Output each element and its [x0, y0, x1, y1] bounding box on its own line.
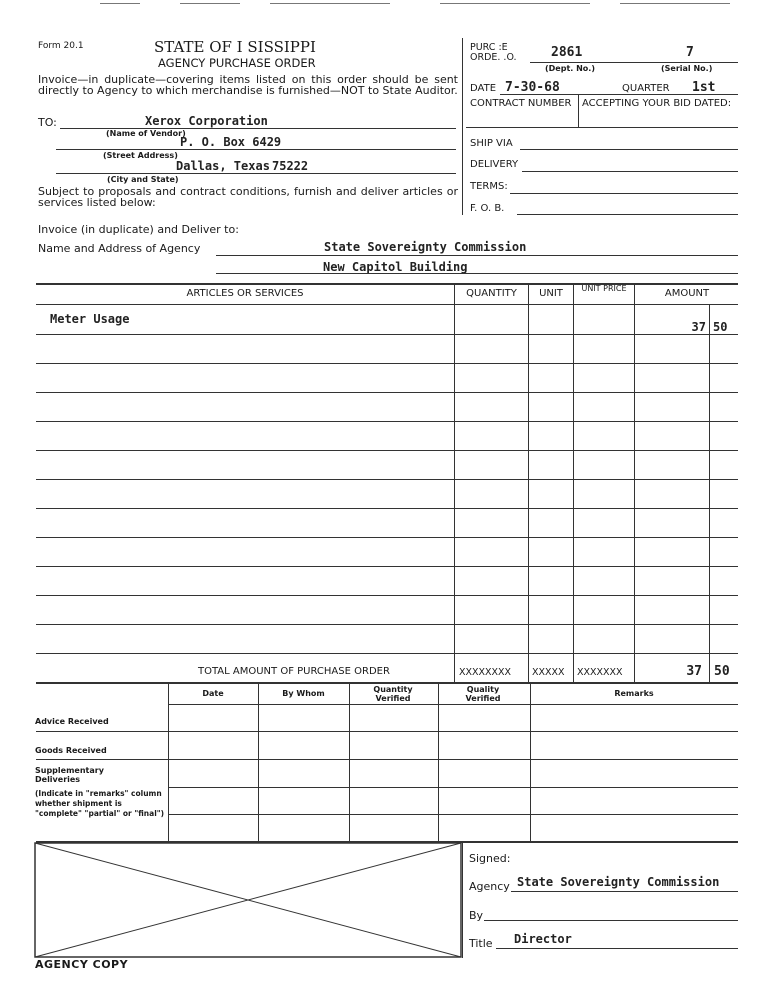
vendor-street-caption: (Street Address)	[103, 151, 178, 160]
col-line	[709, 305, 710, 682]
vendor-street[interactable]: P. O. Box 6429	[180, 135, 282, 149]
terms-label: TERMS:	[470, 181, 508, 192]
agency-name-address-label: Name and Address of Agency	[38, 242, 201, 255]
advice-received-label: Advice Received	[35, 717, 109, 726]
agency-copy-label: AGENCY COPY	[35, 958, 129, 971]
scan-artifact	[620, 3, 730, 4]
receipt-row-line	[168, 814, 738, 815]
deliver-agency-name[interactable]: State Sovereignty Commission	[324, 240, 527, 254]
row-line	[36, 653, 738, 654]
subject-text: Subject to proposals and contract conditions, furnish and deliver articles or services listed below:	[38, 185, 458, 209]
vendor-zip[interactable]: 75222	[272, 159, 309, 173]
scan-artifact	[100, 3, 140, 4]
title-value[interactable]: Director	[514, 932, 572, 946]
receipt-col-line	[258, 683, 259, 841]
serial-number[interactable]: 7	[686, 45, 694, 60]
state-title: STATE OF I SISSIPPI	[154, 38, 316, 56]
receipt-header-date: Date	[202, 689, 224, 698]
total-unit-mask: XXXXX	[532, 667, 565, 678]
agency-address-line	[216, 273, 738, 274]
receipt-header-qty-verified: Quantity Verified	[373, 685, 413, 703]
by-line	[484, 920, 738, 921]
invoice-deliver-label: Invoice (in duplicate) and Deliver to:	[38, 223, 239, 236]
row-line	[36, 624, 738, 625]
receipt-col-line	[530, 683, 531, 841]
signature-agency-value[interactable]: State Sovereignty Commission	[517, 875, 720, 889]
vendor-name[interactable]: Xerox Corporation	[145, 114, 268, 128]
row-line	[36, 392, 738, 393]
item-article[interactable]: Meter Usage	[50, 312, 130, 326]
receipt-header-quality-verified: Quality Verified	[465, 685, 501, 703]
col-header-quantity: QUANTITY	[466, 288, 517, 299]
vendor-city-caption: (City and State)	[107, 175, 179, 184]
invoice-instructions: Invoice—in duplicate—covering items listed on this order should be sent directly to Agency to which merchandise is furnished—NOT to State Auditor.	[38, 73, 458, 97]
receipt-col-line	[438, 683, 439, 841]
fob-line	[517, 214, 738, 215]
po-label-1: PURC :E	[470, 42, 508, 53]
header-divider	[462, 38, 463, 215]
deliver-agency-address[interactable]: New Capitol Building	[323, 260, 468, 274]
ship-via-label: SHIP VIA	[470, 138, 513, 149]
vendor-street-line	[56, 149, 456, 150]
row-line	[36, 450, 738, 451]
title-label: Title	[469, 937, 493, 950]
item-amount-dollars[interactable]: 37	[691, 320, 706, 334]
po-label-2: ORDE. .O.	[470, 52, 517, 63]
items-table-bottom	[36, 682, 738, 684]
delivery-line	[522, 171, 738, 172]
row-line	[36, 479, 738, 480]
title-line	[496, 948, 738, 949]
receipt-row-line	[36, 731, 738, 732]
agency-name-line	[216, 255, 738, 256]
signature-divider	[462, 842, 463, 958]
total-amount-cents[interactable]: 50	[714, 664, 730, 679]
delivery-label: DELIVERY	[470, 159, 519, 170]
accepting-bid-label: ACCEPTING YOUR BID DATED:	[582, 98, 732, 109]
scan-artifact	[440, 3, 590, 4]
contract-divider	[578, 95, 579, 127]
total-price-mask: XXXXXXX	[577, 667, 623, 678]
goods-received-label: Goods Received	[35, 746, 107, 755]
col-header-articles: ARTICLES OR SERVICES	[186, 288, 304, 299]
dept-number[interactable]: 2861	[551, 45, 583, 60]
col-header-unit: UNIT	[539, 288, 563, 299]
form-number: Form 20.1	[38, 41, 84, 51]
total-qty-mask: XXXXXXXX	[459, 667, 512, 678]
receipt-row-line	[168, 787, 738, 788]
date-line	[500, 94, 738, 95]
col-header-unit-price: UNIT PRICE	[581, 284, 627, 293]
col-line	[528, 284, 529, 682]
col-line	[573, 284, 574, 682]
vendor-city-line	[56, 173, 456, 174]
receipt-col-line	[349, 683, 350, 841]
row-line	[36, 566, 738, 567]
contract-number-label: CONTRACT NUMBER	[470, 98, 572, 109]
form-subtitle: AGENCY PURCHASE ORDER	[158, 56, 316, 70]
supplementary-deliveries-label: Supplementary Deliveries	[35, 766, 104, 784]
po-number-line	[530, 62, 738, 63]
serial-no-caption: (Serial No.)	[661, 64, 713, 73]
receipt-col-line	[168, 683, 169, 841]
terms-line	[510, 193, 738, 194]
quarter-label: QUARTER	[622, 83, 670, 94]
signature-agency-label: Agency	[469, 880, 510, 893]
scan-artifact	[180, 3, 240, 4]
receipt-header-by-whom: By Whom	[282, 689, 325, 698]
by-label: By	[469, 909, 484, 922]
remarks-note: (Indicate in "remarks" column whether shipment is "complete" "partial" or "final")	[35, 789, 165, 818]
col-line	[634, 284, 635, 682]
items-table-top	[36, 283, 738, 285]
row-line	[36, 595, 738, 596]
receipt-row-line	[36, 759, 738, 760]
receipt-header-remarks: Remarks	[614, 689, 654, 698]
receipt-row-line	[168, 704, 738, 705]
ship-via-line	[520, 149, 738, 150]
total-amount-dollars[interactable]: 37	[686, 664, 702, 679]
row-line	[36, 334, 738, 335]
quarter-value[interactable]: 1st	[692, 80, 716, 95]
signed-label: Signed:	[469, 852, 511, 865]
scan-artifact	[270, 3, 390, 4]
row-line	[36, 508, 738, 509]
col-header-amount: AMOUNT	[664, 288, 710, 299]
to-label: TO:	[38, 116, 57, 129]
crossed-out-box	[34, 842, 462, 958]
items-header-bottom	[36, 304, 738, 305]
dept-no-caption: (Dept. No.)	[545, 64, 595, 73]
item-amount-cents[interactable]: 50	[713, 320, 728, 334]
date-label: DATE	[470, 83, 497, 94]
vendor-name-caption: (Name of Vendor)	[106, 129, 186, 138]
row-line	[36, 421, 738, 422]
agency-signature-line	[511, 891, 738, 892]
total-label: TOTAL AMOUNT OF PURCHASE ORDER	[198, 666, 390, 677]
fob-label: F. O. B.	[470, 203, 505, 214]
row-line	[36, 537, 738, 538]
row-line	[36, 363, 738, 364]
col-line	[454, 284, 455, 682]
vendor-city-state[interactable]: Dallas, Texas	[176, 159, 270, 173]
order-date[interactable]: 7-30-68	[505, 80, 560, 95]
contract-line	[466, 127, 738, 128]
